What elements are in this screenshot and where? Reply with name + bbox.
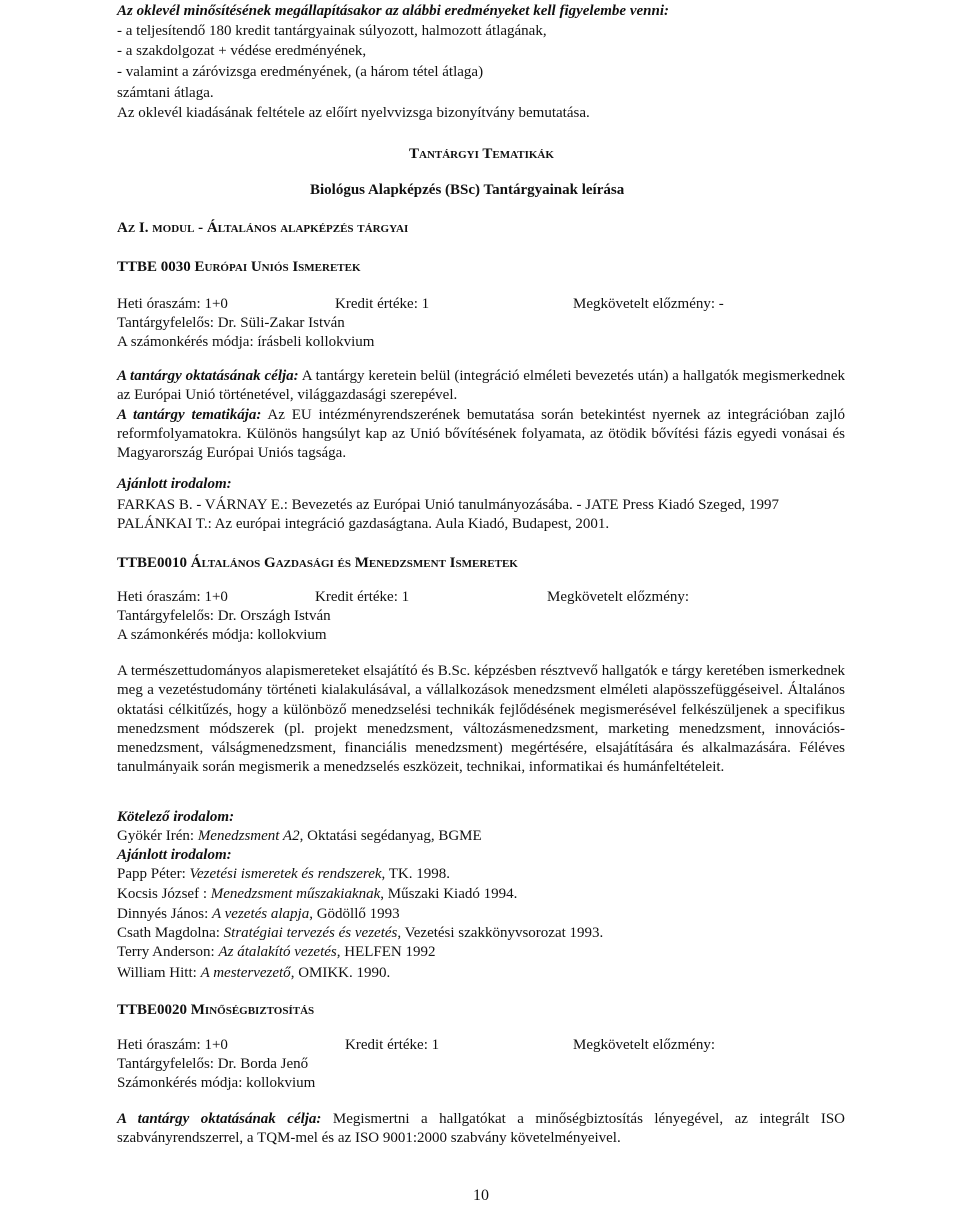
literature-item bbox=[117, 865, 450, 884]
lit-title: Menedzsment műszakiaknak bbox=[210, 886, 381, 902]
recommended-literature-label: Ajánlott irodalom: bbox=[117, 476, 232, 492]
intro-line: - valamint a záróvizsga eredményének, (a három tétel átlaga) bbox=[117, 64, 484, 80]
lit-title: Vezetési ismeretek és rendszerek bbox=[189, 866, 382, 882]
exam-method: Számonkérés módja: kollokvium bbox=[117, 1075, 316, 1091]
lit-title: Stratégiai tervezés és vezetés bbox=[223, 925, 398, 941]
page-number: 10 bbox=[473, 1187, 489, 1204]
literature-item bbox=[117, 924, 603, 943]
literature-item: PALÁNKAI T.: Az európai integráció gazdaságtana. Aula Kiadó, Budapest, 2001. bbox=[117, 516, 610, 532]
lit-author: Kocsis József : bbox=[117, 886, 211, 902]
prerequisite: Megkövetelt előzmény: - bbox=[573, 296, 724, 312]
literature-item bbox=[117, 905, 400, 924]
theme-label: A tantárgy tematikája: bbox=[117, 406, 262, 423]
intro-line: Az oklevél kiadásának feltétele az előírt nyelvvizsga bizonyítvány bemutatása. bbox=[117, 105, 590, 121]
lit-author: Terry Anderson: bbox=[117, 944, 219, 960]
weekly-hours: Heti óraszám: 1+0 bbox=[117, 589, 228, 605]
prerequisite: Megkövetelt előzmény: bbox=[547, 589, 690, 605]
literature-item bbox=[117, 943, 436, 962]
course-responsible: Tantárgyfelelős: Dr. Borda Jenő bbox=[117, 1056, 309, 1072]
recommended-literature-label: Ajánlott irodalom: bbox=[117, 847, 232, 863]
course-goal bbox=[117, 367, 845, 463]
lit-rest: , OMIKK. 1990. bbox=[290, 965, 391, 981]
course-responsible: Tantárgyfelelős: Dr. Országh István bbox=[117, 608, 331, 624]
course-title: TTBE0010 Általános Gazdasági és Menedzsment Ismeretek bbox=[117, 555, 518, 571]
intro-line: számtani átlaga. bbox=[117, 85, 214, 101]
exam-method: A számonkérés módja: írásbeli kollokvium bbox=[117, 334, 375, 350]
credit-value: Kredit értéke: 1 bbox=[345, 1037, 440, 1053]
intro-line: - a teljesítendő 180 kredit tantárgyainak súlyozott, halmozott átlagának, bbox=[117, 23, 547, 39]
course-title: TTBE0020 Minőségbiztosítás bbox=[117, 1002, 315, 1018]
course-responsible: Tantárgyfelelős: Dr. Süli-Zakar István bbox=[117, 315, 345, 331]
lit-rest: , Vezetési szakkönyvsorozat 1993. bbox=[397, 925, 604, 941]
literature-item bbox=[117, 964, 390, 983]
course-title: TTBE 0030 Európai Uniós Ismeretek bbox=[117, 259, 361, 275]
lit-rest: , TK. 1998. bbox=[381, 866, 450, 882]
prerequisite: Megkövetelt előzmény: bbox=[573, 1037, 716, 1053]
literature-item bbox=[117, 827, 482, 846]
intro-line: - a szakdolgozat + védése eredményének, bbox=[117, 43, 367, 59]
course-description: A természettudományos alapismereteket elsajátító és B.Sc. képzésben résztvevő hallgatók e tárgy keretében ismerkednek meg a vezetéstudomány történeti kialakulásával, a vállalkozások menedzsment elméleti alapösszefüggéseivel. Általános oktatási célkitűzés, hogy a különböző menedzselési technikák fejlődésének megismerésével felkészüljenek a specifikus menedzsment módszerek (pl. projekt menedzsment, változásmenedzsment, marketing menedzsment, innovációs-menedzsment, válságmenedzsment, financiális menedzsment) megértésére, elsajátítására és alkalmazására. Féléves tanulmányaik során megismerik a menedzselés eszközeit, technikai, informatikai és humánfeltételeit. bbox=[117, 663, 845, 776]
lit-author: Papp Péter: bbox=[117, 866, 190, 882]
required-literature-label: Kötelező irodalom: bbox=[117, 809, 235, 825]
lit-title: A mestervezető bbox=[200, 965, 291, 981]
goal-text: A tantárgy keretein belül (integráció elméleti bevezetés után) a hallgatók megismerkednek az Európai Unió történetével, világgazdasági szerepével. bbox=[117, 368, 845, 404]
lit-title: Az átalakító vezetés bbox=[218, 944, 337, 960]
intro-heading: Az oklevél minősítésének megállapításakor az alábbi eredményeket kell figyelembe venni: bbox=[117, 3, 669, 19]
literature-item bbox=[117, 885, 517, 904]
goal-label: A tantárgy oktatásának célja: bbox=[117, 1111, 322, 1127]
lit-author: Csath Magdolna: bbox=[117, 925, 224, 941]
credit-value: Kredit értéke: 1 bbox=[335, 296, 430, 312]
exam-method: A számonkérés módja: kollokvium bbox=[117, 627, 327, 643]
lit-author: Gyökér Irén: bbox=[117, 828, 198, 844]
literature-item: FARKAS B. - VÁRNAY E.: Bevezetés az Európai Unió tanulmányozásába. - JATE Press Kiadó Szeged, 1997 bbox=[117, 497, 779, 513]
theme-text: Az EU intézményrendszerének bemutatása során betekintést nyernek az integrációban zajló reformfolyamatokra. Különös hangsúlyt kap az Unió bővítésének folyamata, az ötödik bővítési fázis egyedi vonásai és Magyarország Európai Uniós tagsága. bbox=[117, 406, 845, 462]
lit-title: A vezetés alapja bbox=[212, 906, 310, 922]
goal-text: Megismertni a hallgatókat a minőségbiztosítás lényegével, az integrált ISO szabványrendszerrel, a TQM-mel és az ISO 9001:2000 szabvány követelményeivel. bbox=[117, 1111, 845, 1147]
module-title: Az I. modul - Általános alapképzés tárgyai bbox=[117, 220, 409, 236]
course-goal bbox=[117, 1110, 845, 1149]
lit-title: Menedzsment A2 bbox=[197, 828, 300, 844]
weekly-hours: Heti óraszám: 1+0 bbox=[117, 296, 228, 312]
lit-rest: , Műszaki Kiadó 1994. bbox=[380, 886, 518, 902]
lit-rest: , Gödöllő 1993 bbox=[309, 906, 400, 922]
lit-author: Dinnyés János: bbox=[117, 906, 212, 922]
credit-value: Kredit értéke: 1 bbox=[315, 589, 410, 605]
lit-rest: , Oktatási segédanyag, BGME bbox=[299, 828, 482, 844]
goal-label: A tantárgy oktatásának célja: bbox=[117, 368, 299, 384]
section-subtitle: Biológus Alapképzés (BSc) Tantárgyainak leírása bbox=[310, 182, 625, 198]
lit-rest: , HELFEN 1992 bbox=[336, 944, 436, 960]
document-page bbox=[117, 0, 845, 1226]
section-title: Tantárgyi Tematikák bbox=[409, 146, 554, 162]
lit-author: William Hitt: bbox=[117, 965, 201, 981]
weekly-hours: Heti óraszám: 1+0 bbox=[117, 1037, 228, 1053]
